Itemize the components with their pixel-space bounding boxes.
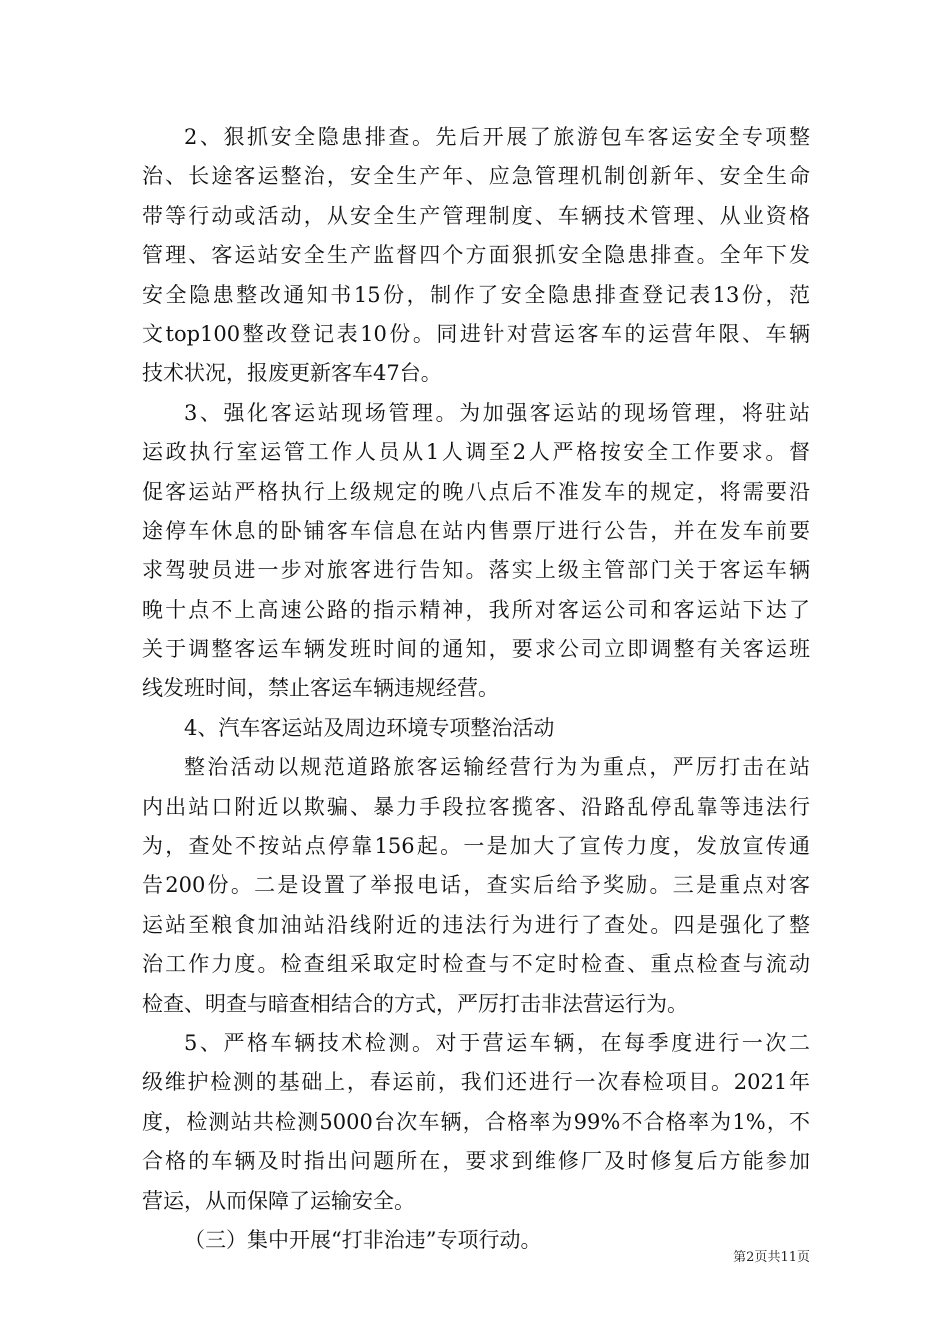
document-body <box>142 118 810 1260</box>
text-line: 整治活动以规范道路旅客运输经营行为为重点，严厉打击在站 <box>184 755 810 780</box>
text-line: 促客运站严格执行上级规定的晚八点后不准发车的规定，将需要沿 <box>142 479 810 504</box>
text-line: 求驾驶员进一步对旅客进行告知。落实上级主管部门关于客运车辆 <box>142 558 810 583</box>
text-line: 级维护检测的基础上，春运前，我们还进行一次春检项目。2021年 <box>142 1070 810 1095</box>
text-line: 带等行动或活动，从安全生产管理制度、车辆技术管理、从业资格 <box>142 203 810 228</box>
text-line: 关于调整客运车辆发班时间的通知，要求公司立即调整有关客运班 <box>142 637 810 662</box>
text-line: 途停车休息的卧铺客车信息在站内售票厅进行公告，并在发车前要 <box>142 518 810 543</box>
text-line: 3、强化客运站现场管理。为加强客运站的现场管理，将驻站 <box>184 400 810 425</box>
text-line: 运站至粮食加油站沿线附近的违法行为进行了查处。四是强化了整 <box>142 912 810 937</box>
text-line: 文top100整改登记表10份。同进针对营运客车的运营年限、车辆 <box>142 321 810 346</box>
text-line: 合格的车辆及时指出问题所在，要求到维修厂及时修复后方能参加 <box>142 1149 810 1174</box>
text-line: 运政执行室运管工作人员从1人调至2人严格按安全工作要求。督 <box>142 440 810 465</box>
text-line: 治、长途客运整治，安全生产年、应急管理机制创新年、安全生命 <box>142 164 810 189</box>
text-line: 安全隐患整改通知书15份，制作了安全隐患排查登记表13份，范 <box>142 282 810 307</box>
text-line: 晚十点不上高速公路的指示精神，我所对客运公司和客运站下达了 <box>142 597 810 622</box>
text-line: 治工作力度。检查组采取定时检查与不定时检查、重点检查与流动 <box>142 952 810 977</box>
page-footer: 第2页共11页 <box>733 1250 810 1265</box>
text-line: 检查、明查与暗查相结合的方式，严厉打击非法营运行为。 <box>142 991 688 1016</box>
text-line: 4、汽车客运站及周边环境专项整治活动 <box>184 715 555 740</box>
text-line: 5、严格车辆技术检测。对于营运车辆，在每季度进行一次二 <box>184 1030 810 1055</box>
text-line: 告200份。二是设置了举报电话，查实后给予奖励。三是重点对客 <box>142 873 810 898</box>
text-line: 内出站口附近以欺骗、暴力手段拉客揽客、沿路乱停乱靠等违法行 <box>142 794 810 819</box>
text-line: 为，查处不按站点停靠156起。一是加大了宣传力度，发放宣传通 <box>142 834 810 859</box>
text-line: 管理、客运站安全生产监督四个方面狠抓安全隐患排查。全年下发 <box>142 243 810 268</box>
text-line: 线发班时间，禁止客运车辆违规经营。 <box>142 676 499 701</box>
text-line: （三）集中开展“打非治违”专项行动。 <box>184 1227 542 1252</box>
text-line: 技术状况，报废更新客车47台。 <box>142 361 442 386</box>
text-line: 营运，从而保障了运输安全。 <box>142 1188 415 1213</box>
text-line: 度，检测站共检测5000台次车辆，合格率为99%不合格率为1%，不 <box>142 1109 810 1134</box>
text-line: 2、狠抓安全隐患排查。先后开展了旅游包车客运安全专项整 <box>184 125 810 149</box>
